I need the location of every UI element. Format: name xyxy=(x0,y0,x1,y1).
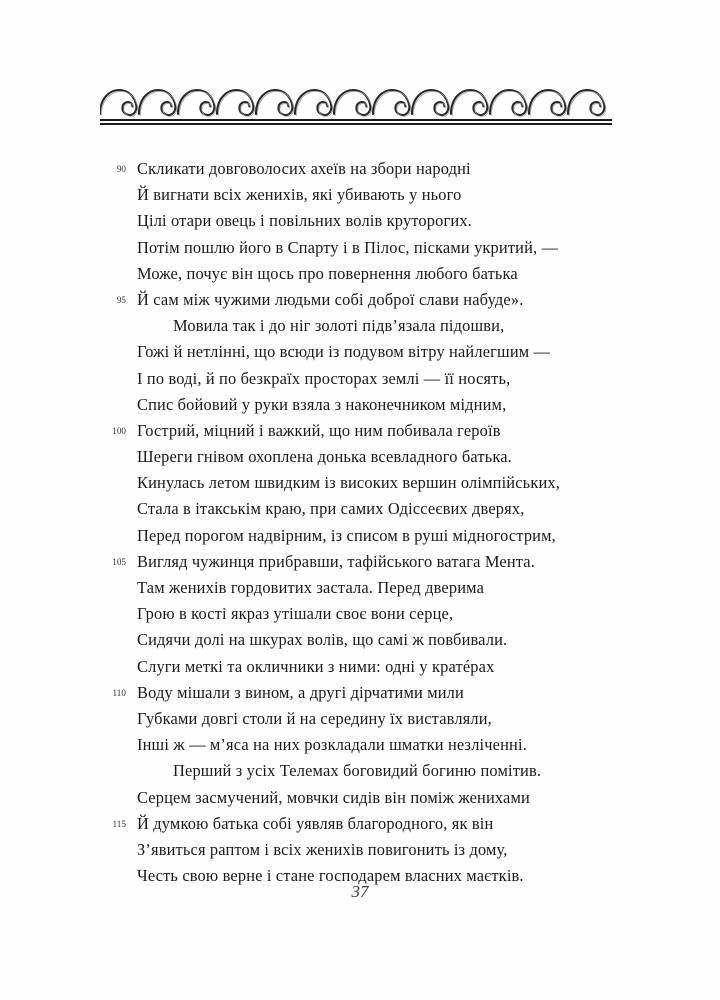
verse-body xyxy=(100,156,620,889)
verse-line-text: Потім пошлю його в Спарту і в Пілос, пісками укритий, — xyxy=(137,237,559,257)
verse-line xyxy=(100,575,620,601)
verse-line-text: Може, почує він щось про повернення любого батька xyxy=(137,263,518,283)
verse-line-number: 90 xyxy=(116,164,126,174)
page-number: 37 xyxy=(351,882,369,901)
verse-line-number: 110 xyxy=(112,687,126,698)
verse-line xyxy=(100,392,620,418)
verse-line-text: Перед порогом надвірним, із списом в руші мідногострим, xyxy=(137,525,556,545)
header-ornament xyxy=(100,84,612,125)
verse-line-text: Вигляд чужинця прибравши, тафійського ватага Мента. xyxy=(137,551,535,571)
verse-line xyxy=(100,758,620,784)
greek-wave-scroll-icon xyxy=(100,84,612,118)
verse-line xyxy=(100,313,620,339)
verse-line-text: З’явиться раптом і всіх женихів повигонить із дому, xyxy=(137,839,508,859)
verse-line xyxy=(100,811,620,837)
verse-line xyxy=(100,287,620,313)
verse-line xyxy=(100,339,620,365)
header-double-rule xyxy=(100,119,612,125)
verse-line xyxy=(100,182,620,208)
verse-line xyxy=(100,444,620,470)
verse-line-text: Й вигнати всіх женихів, які убивають у нього xyxy=(137,185,462,205)
verse-line-text: І по воді, й по безкраїх просторах землі — її носять, xyxy=(137,368,511,388)
verse-line xyxy=(100,837,620,863)
verse-line-text: Сидячи долі на шкурах волів, що самі ж повбивали. xyxy=(137,630,508,650)
verse-line-text: Шереги гнівом охоплена донька всевладного батька. xyxy=(137,447,512,467)
verse-line xyxy=(100,523,620,549)
rule-lower xyxy=(100,123,612,125)
verse-line-number: 95 xyxy=(116,294,126,305)
verse-line xyxy=(100,261,620,287)
verse-line-text: Цілі отари овець і повільних волів круторогих. xyxy=(137,211,472,231)
verse-line-text: Перший з усіх Телемах боговидий богиню помітив. xyxy=(173,761,542,781)
verse-line-text: Там женихів гордовитих застала. Перед дверима xyxy=(137,578,485,597)
verse-line-text: Слуги меткі та окличники з ними: одні у кратéрах xyxy=(137,656,495,676)
verse-line xyxy=(100,496,620,522)
verse-line-number: 115 xyxy=(112,818,126,829)
verse-line xyxy=(100,654,620,680)
verse-line-text: Гострий, міцний і важкий, що ним побивала героїв xyxy=(137,420,501,440)
verse-line xyxy=(100,680,620,706)
verse-line xyxy=(100,366,620,392)
verse-line xyxy=(100,549,620,575)
verse-line-text: Мовила так і до ніг золоті підв’язала підошви, xyxy=(173,316,505,336)
verse-line-text: Й сам між чужими людьми собі доброї слави набуде». xyxy=(137,289,524,309)
verse-line xyxy=(100,235,620,261)
verse-line-text: Гожі й нетлінні, що всюди із подувом вітру найлегшим — xyxy=(137,342,551,362)
verse-line-text: Честь свою верне і стане господарем власних маєтків. xyxy=(137,866,524,886)
verse-line-text: Кинулась летом швидким із високих вершин олімпійських, xyxy=(137,473,561,493)
verse-line xyxy=(100,785,620,811)
verse-line-number: 100 xyxy=(112,425,126,436)
verse-line-text: Стала в ітакськім краю, при самих Одіссеєвих дверях, xyxy=(137,499,525,519)
verse-line xyxy=(100,418,620,444)
verse-line xyxy=(100,470,620,496)
verse-line-text: Серцем засмучений, мовчки сидів він поміж женихами xyxy=(137,787,530,807)
verse-line-text: Спис бойовий у руки взяла з наконечником мідним, xyxy=(137,394,507,414)
verse-line xyxy=(100,601,620,627)
verse-line-text: Воду мішали з вином, а другі дірчатими мили xyxy=(137,682,464,702)
verse-line-text: Грою в кості якраз утішали своє вони серце, xyxy=(137,604,454,624)
verse-line xyxy=(100,732,620,758)
verse-line xyxy=(100,208,620,234)
verse-line-text: Губками довгі столи й на середину їх виставляли, xyxy=(137,708,492,728)
verse-line xyxy=(100,156,620,182)
verse-line xyxy=(100,706,620,732)
verse-line-text: Й думкою батька собі уявляв благородного, як він xyxy=(137,813,494,833)
verse-line-text: Скликати довговолосих ахеїв на збори народні xyxy=(137,159,471,178)
verse-line-text: Інші ж — м’яса на них розкладали шматки незліченні. xyxy=(137,735,527,755)
verse-line-number: 105 xyxy=(112,556,126,567)
verse-line xyxy=(100,627,620,653)
